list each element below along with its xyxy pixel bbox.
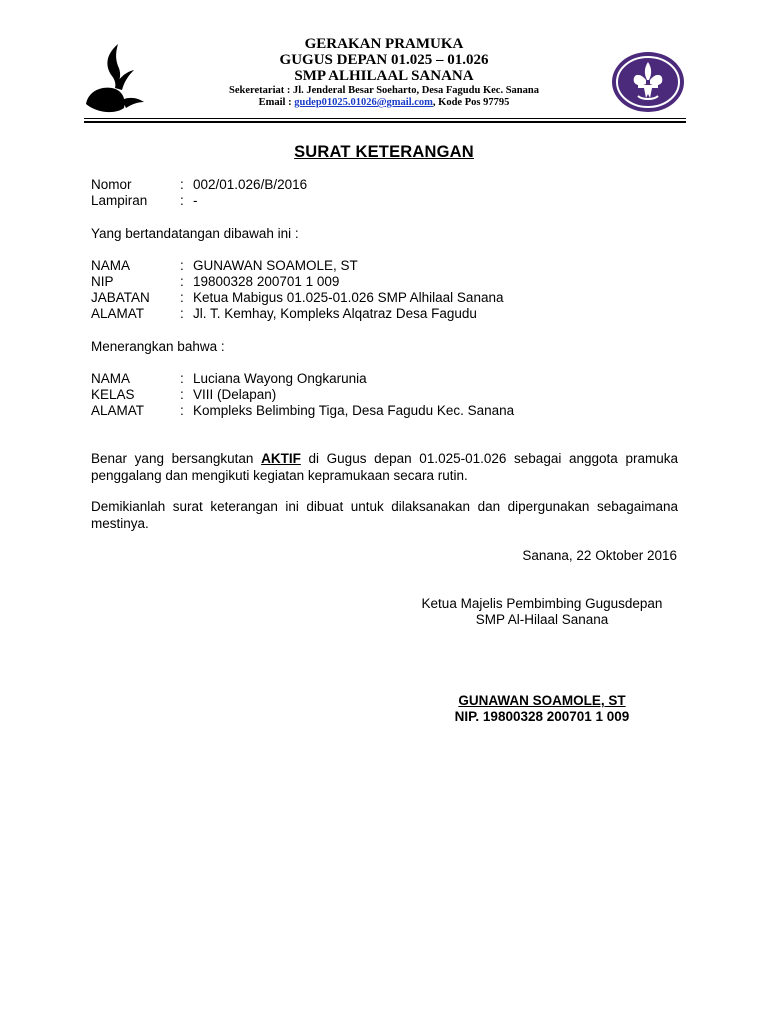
signer-nip-value: 19800328 200701 1 009 xyxy=(193,274,340,289)
letterhead-divider-thick xyxy=(84,121,686,123)
student-nama-value: Luciana Wayong Ongkarunia xyxy=(193,371,367,386)
signer-nama-colon: : xyxy=(180,258,184,273)
school-name: SMP ALHILAAL SANANA xyxy=(294,68,474,84)
organization-name: GERAKAN PRAMUKA xyxy=(304,36,464,52)
lampiran-label: Lampiran xyxy=(91,193,148,208)
student-kelas-colon: : xyxy=(180,387,184,402)
email-label: Email : xyxy=(258,97,295,108)
statement-paragraph xyxy=(91,451,678,484)
statement-before: Benar yang bersangkutan xyxy=(91,451,262,466)
signature-position-line2: SMP Al-Hilaal Sanana xyxy=(475,612,609,627)
signer-nama-label: NAMA xyxy=(91,258,131,273)
document-title: SURAT KETERANGAN xyxy=(294,143,474,161)
statement-after: di Gugus depan 01.025-01.026 sebagai anggota pramuka penggalang dan mengikuti kegiatan kepramukaan secara rutin. xyxy=(91,451,678,483)
student-nama-colon: : xyxy=(180,371,184,386)
signer-nip-label: NIP xyxy=(91,274,114,289)
student-alamat-label: ALAMAT xyxy=(91,403,145,418)
signature-name: GUNAWAN SOAMOLE, ST xyxy=(458,693,626,708)
signer-jabatan-label: JABATAN xyxy=(91,290,150,305)
signer-alamat-value: Jl. T. Kemhay, Kompleks Alqatraz Desa Fagudu xyxy=(193,306,477,321)
postal-code: , Kode Pos 97795 xyxy=(432,97,510,108)
closing-paragraph: Demikianlah surat keterangan ini dibuat untuk dilaksanakan dan dipergunakan sebagaimana mestinya. xyxy=(91,499,678,531)
letterhead-divider xyxy=(84,118,686,119)
scout-emblem-logo-icon xyxy=(610,50,686,114)
place-date: Sanana, 22 Oktober 2016 xyxy=(522,548,677,563)
nomor-colon: : xyxy=(180,177,184,192)
lampiran-value: - xyxy=(193,193,198,208)
tunas-kelapa-logo-icon xyxy=(82,42,148,116)
nomor-label: Nomor xyxy=(91,177,132,192)
unit-name: GUGUS DEPAN 01.025 – 01.026 xyxy=(279,52,489,68)
statement-emphasis: AKTIF xyxy=(261,451,301,466)
email-link[interactable]: gudep01025.01026@gmail.com xyxy=(294,97,433,108)
signer-alamat-label: ALAMAT xyxy=(91,306,145,321)
lampiran-colon: : xyxy=(180,193,184,208)
email-line xyxy=(150,96,618,109)
student-alamat-value: Kompleks Belimbing Tiga, Desa Fagudu Kec. Sanana xyxy=(193,403,515,418)
declares-text: Menerangkan bahwa : xyxy=(91,339,225,354)
signature-nip: NIP. 19800328 200701 1 009 xyxy=(454,709,630,724)
nomor-value: 002/01.026/B/2016 xyxy=(193,177,308,192)
signer-nip-colon: : xyxy=(180,274,184,289)
student-nama-label: NAMA xyxy=(91,371,131,386)
signer-jabatan-colon: : xyxy=(180,290,184,305)
student-alamat-colon: : xyxy=(180,403,184,418)
student-kelas-label: KELAS xyxy=(91,387,135,402)
signer-nama-value: GUNAWAN SOAMOLE, ST xyxy=(193,258,358,273)
secretariat-address: Sekeretariat : Jl. Jenderal Besar Soeharto, Desa Fagudu Kec. Sanana xyxy=(229,85,539,96)
signature-position-line1: Ketua Majelis Pembimbing Gugusdepan xyxy=(421,596,663,611)
student-kelas-value: VIII (Delapan) xyxy=(193,387,277,402)
intro-text: Yang bertandatangan dibawah ini : xyxy=(91,226,299,241)
signer-jabatan-value: Ketua Mabigus 01.025-01.026 SMP Alhilaal Sanana xyxy=(193,290,504,305)
signer-alamat-colon: : xyxy=(180,306,184,321)
